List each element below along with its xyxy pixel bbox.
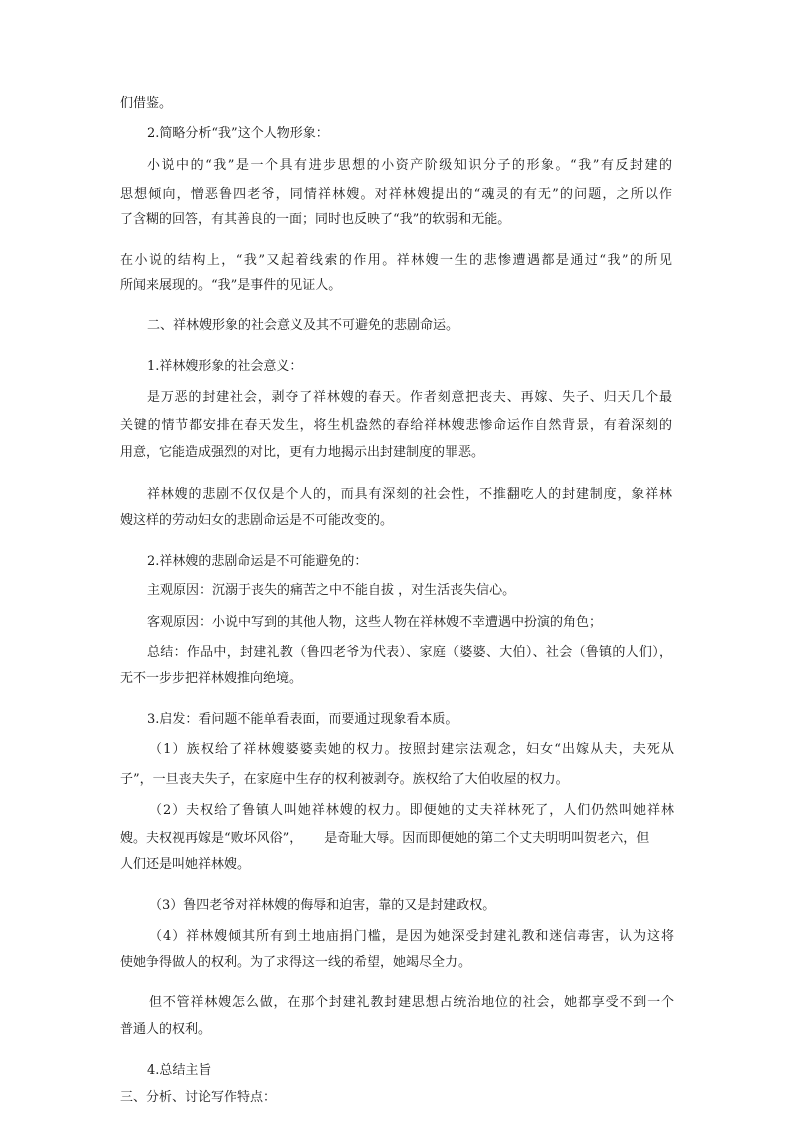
section-heading: 1.祥林嫂形象的社会意义：	[147, 359, 303, 374]
text-line: 思想倾向，憎恶鲁四老爷，同情祥林嫂。对祥林嫂提出的“魂灵的有无”的问题，之所以作	[120, 187, 672, 202]
text-line: （1）族权给了祥林嫂婆婆卖她的权力。按照封建宗法观念，妇女“出嫁从夫，夫死从	[149, 742, 674, 757]
text-line: 用意，它能造成强烈的对比，更有力地揭示出封建制度的罪恶。	[120, 445, 485, 460]
text-fragment: 是奇耻大辱。因而即便她的第二个丈夫明明叫贺老六，但	[324, 831, 650, 846]
text-line: 但不管祥林嫂怎么做，在那个封建礼教封建思想占统治地位的社会，她都享受不到一个	[149, 995, 674, 1010]
text-line: 使她争得做人的权利。为了求得这一线的希望，她竭尽全力。	[120, 955, 472, 970]
text-line: 人们还是叫她祥林嫂。	[120, 857, 251, 872]
section-heading: 2.简略分析“我”这个人物形象：	[147, 126, 329, 141]
text-line: 祥林嫂的悲剧不仅仅是个人的，而具有深刻的社会性，不推翻吃人的封建制度，象祥林	[147, 487, 672, 502]
text-fragment: 嫂。夫权视再嫁是“败坏风俗”，	[120, 831, 303, 846]
text-line: 主观原因：沉溺于丧失的痛苦之中不能自拔 ，对生活丧失信心。	[147, 583, 516, 598]
text-line	[120, 830, 649, 848]
section-heading: 2.祥林嫂的悲剧命运是不可能避免的：	[147, 554, 368, 569]
text-line: 总结：作品中，封建礼教（鲁四老爷为代表）、家庭（婆婆、大伯）、社会（鲁镇的人们），	[147, 645, 672, 660]
text-line: 们借鉴。	[120, 96, 173, 111]
text-line: 客观原因：小说中写到的其他人物，这些人物在祥林嫂不幸遭遇中扮演的角色；	[147, 615, 603, 630]
section-heading: 3.启发：看问题不能单看表面，而要通过现象看本质。	[147, 712, 459, 727]
text-line: （2）夫权给了鲁镇人叫她祥林嫂的权力。即便她的丈夫祥林死了，人们仍然叫她祥林	[149, 803, 674, 818]
text-line: 无不一步步把祥林嫂推向绝境。	[120, 671, 303, 686]
text-line: 普通人的权利。	[120, 1022, 212, 1037]
text-line: 所闻来展现的。“我”是事件的见证人。	[120, 278, 342, 293]
text-line: 在小说的结构上，“我”又起着线索的作用。祥林嫂一生的悲惨遭遇都是通过“我”的所见	[120, 253, 672, 268]
text-line: （4）祥林嫂倾其所有到土地庙捐门槛，是因为她深受封建礼教和迷信毒害，认为这将	[149, 929, 674, 944]
section-heading: 三、分析、讨论写作特点：	[120, 1090, 277, 1105]
text-line: 子”，一旦丧夫失子，在家庭中生存的权利被剥夺。族权给了大伯收屋的权力。	[120, 772, 569, 787]
text-line: 嫂这样的劳动妇女的悲剧命运是不可能改变的。	[120, 513, 394, 528]
section-heading: 二、祥林嫂形象的社会意义及其不可避免的悲剧命运。	[147, 318, 460, 333]
text-line: （3）鲁四老爷对祥林嫂的侮辱和迫害，靠的又是封建政权。	[149, 898, 496, 913]
text-line: 是万恶的封建社会，剥夺了祥林嫂的春天。作者刻意把丧夫、再嫁、失子、归天几个最	[147, 390, 672, 405]
text-line: 小说中的“我”是一个具有进步思想的小资产阶级知识分子的形象。“我”有反封建的	[147, 158, 672, 173]
text-line: 关键的情节都安排在春天发生，将生机盎然的春给祥林嫂悲惨命运作自然背景，有着深刻的	[120, 418, 672, 433]
section-heading: 4.总结主旨	[147, 1063, 212, 1078]
text-line: 了含糊的回答，有其善良的一面；同时也反映了“我”的软弱和无能。	[120, 212, 511, 227]
